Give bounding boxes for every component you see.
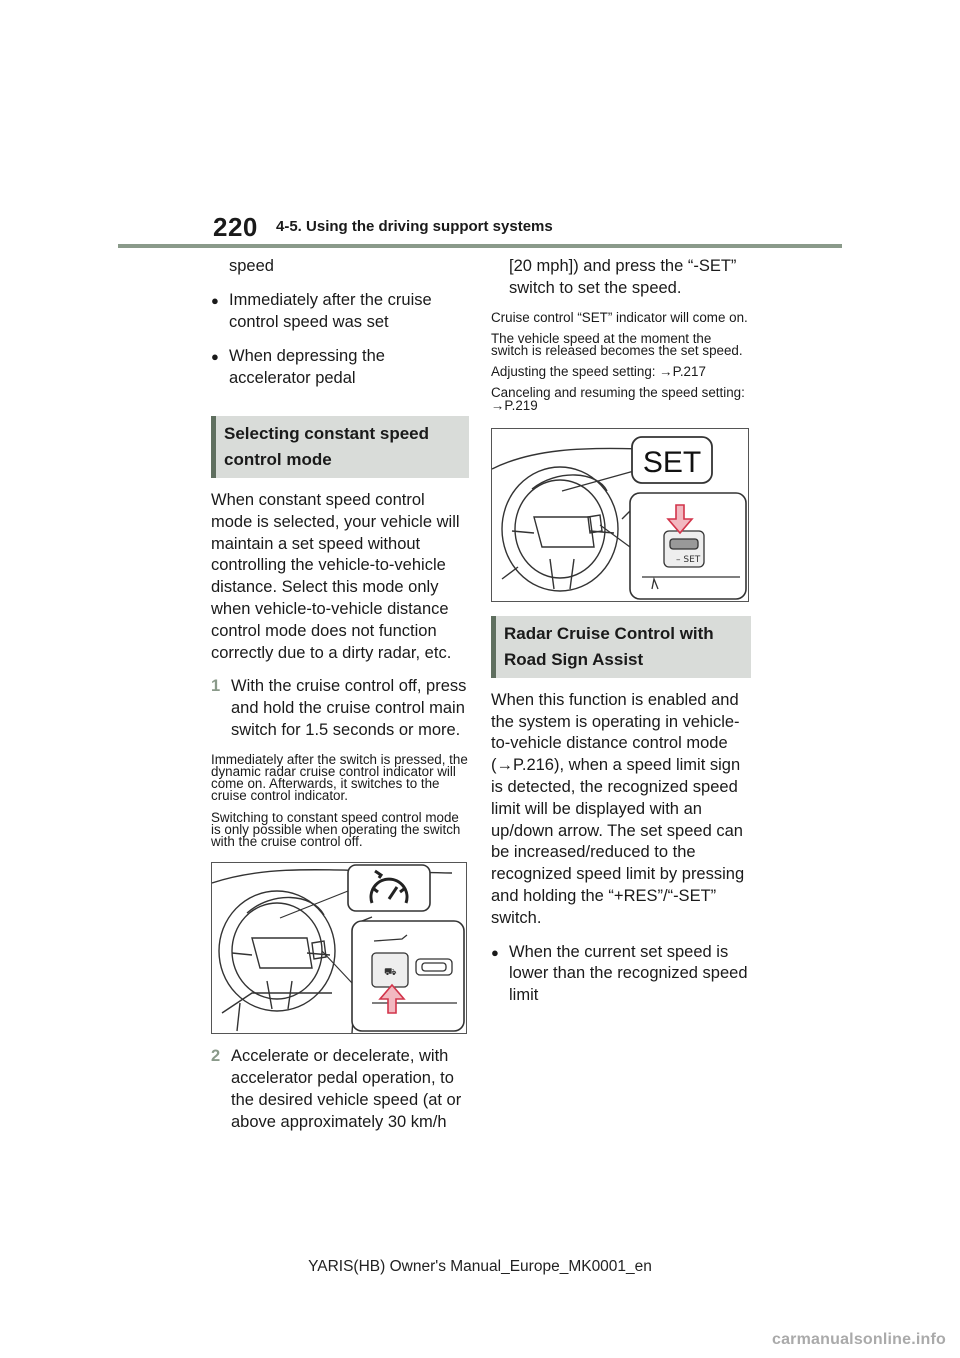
note: Immediately after the switch is pressed, the dynamic radar cruise control indicator will come on. Afterwards, it switches to the cruise control indicator. xyxy=(211,751,468,804)
step-text: With the cruise control off, press and hold the cruise control main switch for 1.5 seconds or more. xyxy=(231,677,467,739)
step-text: Accelerate or decelerate, with accelerator pedal operation, to the desired vehicle speed (at or above approximately 30 km/h xyxy=(231,1047,462,1131)
steering-illustration xyxy=(212,863,466,1033)
gauge-callout xyxy=(348,865,430,911)
subheading-road-sign-assist: Radar Cruise Control with Road Sign Assist xyxy=(491,616,751,678)
footer-manual-id: YARIS(HB) Owner's Manual_Europe_MK0001_en xyxy=(308,1258,652,1275)
step-2 xyxy=(211,1046,469,1133)
note: The vehicle speed at the moment the switch is released becomes the set speed. xyxy=(491,330,743,358)
note: Cruise control “SET” indicator will come on. xyxy=(491,309,748,325)
step-1 xyxy=(211,676,469,741)
header-rule xyxy=(118,244,842,248)
list-item: ● When depressing the accelerator pedal xyxy=(211,346,469,390)
left-column xyxy=(211,256,469,1145)
note: Canceling and resuming the speed setting: →P.219 xyxy=(491,385,745,413)
svg-text:⛟: ⛟ xyxy=(384,967,397,979)
body-paragraph: When constant speed control mode is selected, your vehicle will maintain a set speed without controlling the vehicle-to-vehicle distance. Select this mode only when vehicle-to-vehicle distance control mode does not function correctly due to a dirty radar, etc. xyxy=(211,490,460,662)
figure-steering-main-switch xyxy=(211,862,467,1034)
step-number: 2 xyxy=(211,1047,221,1066)
subheading-constant-speed: Selecting constant speed control mode xyxy=(211,416,469,478)
step-number: 1 xyxy=(211,677,221,696)
watermark: carmanualsonline.info xyxy=(771,1331,946,1348)
note: Switching to constant speed control mode is only possible when operating the switch with the cruise control off. xyxy=(211,809,461,849)
note: Adjusting the speed setting: →P.217 xyxy=(491,364,706,380)
set-small-label: – SET xyxy=(676,554,701,565)
page-number: 220 xyxy=(213,212,258,242)
right-column xyxy=(491,256,751,1020)
section-title: 4-5. Using the driving support systems xyxy=(276,218,553,235)
set-switch-illustration xyxy=(492,429,748,601)
list-item: ● Immediately after the cruise control speed was set xyxy=(211,290,469,334)
continued-text: speed xyxy=(229,257,274,275)
set-label: SET xyxy=(642,445,702,479)
body-paragraph: When this function is enabled and the system is operating in vehicle-to-vehicle distance control mode (→P.216), when a speed limit sign is detected, the recognized speed limit will be displayed with an up/down arrow. The set speed can be increased/reduced to the recognized speed limit by pressing and holding the “+RES”/“-SET” switch. xyxy=(491,690,745,927)
figure-set-switch xyxy=(491,428,749,602)
continued-text: [20 mph]) and press the “-SET” switch to set the speed. xyxy=(509,257,737,297)
list-item: ● When the current set speed is lower than the recognized speed limit xyxy=(491,942,751,1007)
